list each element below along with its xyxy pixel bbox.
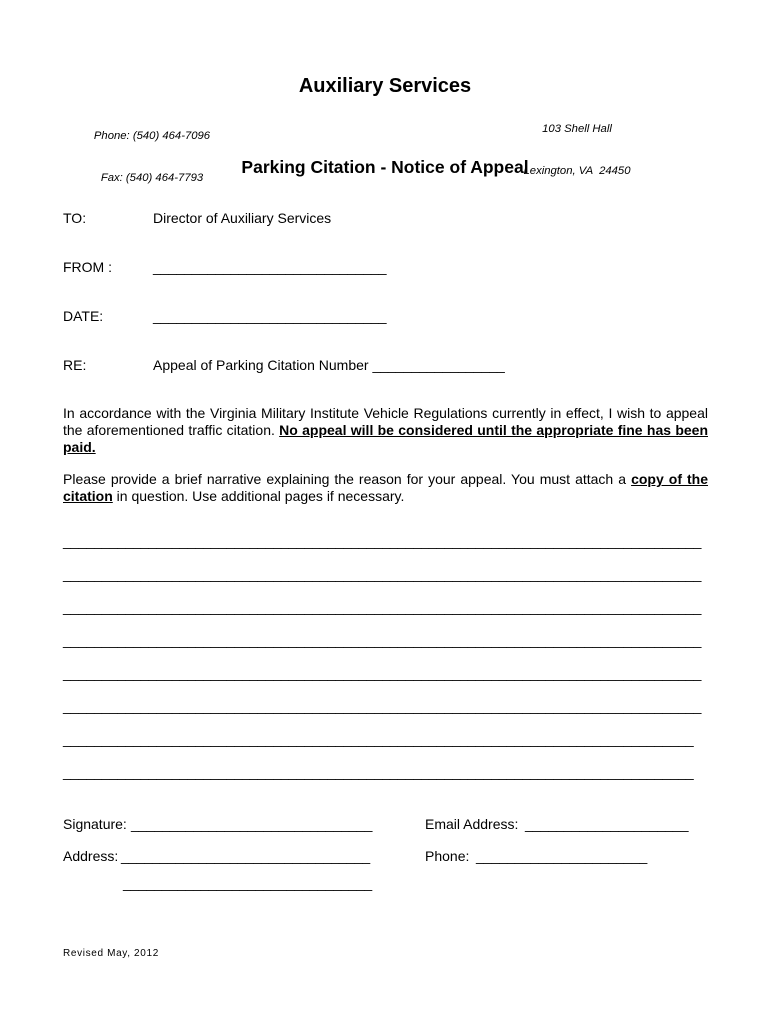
narrative-instructions-text: Please provide a brief narrative explaining the reason for your appeal. You must attach a xyxy=(63,471,632,487)
memo-re-value xyxy=(153,357,505,373)
email-blank[interactable]: _____________________ xyxy=(525,816,689,832)
memo-from-label: FROM : xyxy=(63,259,112,275)
office-address-line1: 103 Shell Hall xyxy=(542,123,612,135)
office-address xyxy=(477,94,677,206)
address-label: Address: xyxy=(63,848,119,864)
appeal-statement-paragraph xyxy=(63,405,708,456)
memo-re-row xyxy=(63,357,723,373)
memo-date-row xyxy=(63,308,723,324)
memo-to-label: TO: xyxy=(63,210,87,226)
narrative-line[interactable]: __________________________________________________________________________________ xyxy=(63,599,702,615)
citation-copy-notice: copy of the citation xyxy=(63,471,709,504)
memo-re-label: RE: xyxy=(63,357,87,373)
narrative-instructions-text-end: in question. Use additional pages if necessary. xyxy=(112,487,405,504)
memo-date-blank[interactable]: ______________________________ xyxy=(153,308,387,324)
narrative-line[interactable]: __________________________________________________________________________________ xyxy=(63,698,702,714)
narrative-line[interactable]: __________________________________________________________________________________ xyxy=(63,533,702,549)
revision-note: Revised May, 2012 xyxy=(63,948,159,959)
memo-date-label: DATE: xyxy=(63,308,104,324)
narrative-line[interactable]: _________________________________________________________________________________ xyxy=(63,764,694,780)
narrative-line[interactable]: __________________________________________________________________________________ xyxy=(63,665,702,681)
office-phone: Phone: (540) 464-7096 xyxy=(93,130,211,142)
signature-row xyxy=(63,816,723,832)
phone-blank[interactable]: ______________________ xyxy=(476,848,648,864)
citation-number-blank[interactable]: _________________ xyxy=(372,357,505,373)
narrative-line[interactable]: _________________________________________________________________________________ xyxy=(63,731,694,747)
address-blank[interactable]: ________________________________ xyxy=(121,848,371,864)
office-fax: Fax: (540) 464-7793 xyxy=(100,172,204,184)
narrative-instructions-paragraph xyxy=(63,471,708,504)
narrative-line[interactable]: __________________________________________________________________________________ xyxy=(63,566,702,582)
phone-label: Phone: xyxy=(425,848,470,864)
signature-blank[interactable]: _______________________________ xyxy=(131,816,373,832)
fine-payment-notice: No appeal will be considered until the appropriate fine has been paid. xyxy=(63,422,708,455)
memo-to-value: Director of Auxiliary Services xyxy=(153,210,332,226)
memo-to-row xyxy=(63,210,723,226)
appeal-statement-text: In accordance with the Virginia Military Institute Vehicle Regulations currently in effect, I wish to appeal the aforementioned traffic citation. xyxy=(63,405,708,438)
memo-from-blank[interactable]: ______________________________ xyxy=(153,259,387,275)
signature-label: Signature: xyxy=(63,816,127,832)
office-title: Auxiliary Services xyxy=(298,75,472,97)
memo-re-text: Appeal of Parking Citation Number xyxy=(153,357,373,373)
email-label: Email Address: xyxy=(425,816,519,832)
form-title: Parking Citation - Notice of Appeal xyxy=(241,157,529,177)
address-row xyxy=(63,848,723,864)
address-line2-blank[interactable]: ________________________________ xyxy=(123,875,373,891)
narrative-line[interactable]: __________________________________________________________________________________ xyxy=(63,632,702,648)
office-address-line2: Lexington, VA 24450 xyxy=(523,165,631,177)
memo-from-row xyxy=(63,259,723,275)
